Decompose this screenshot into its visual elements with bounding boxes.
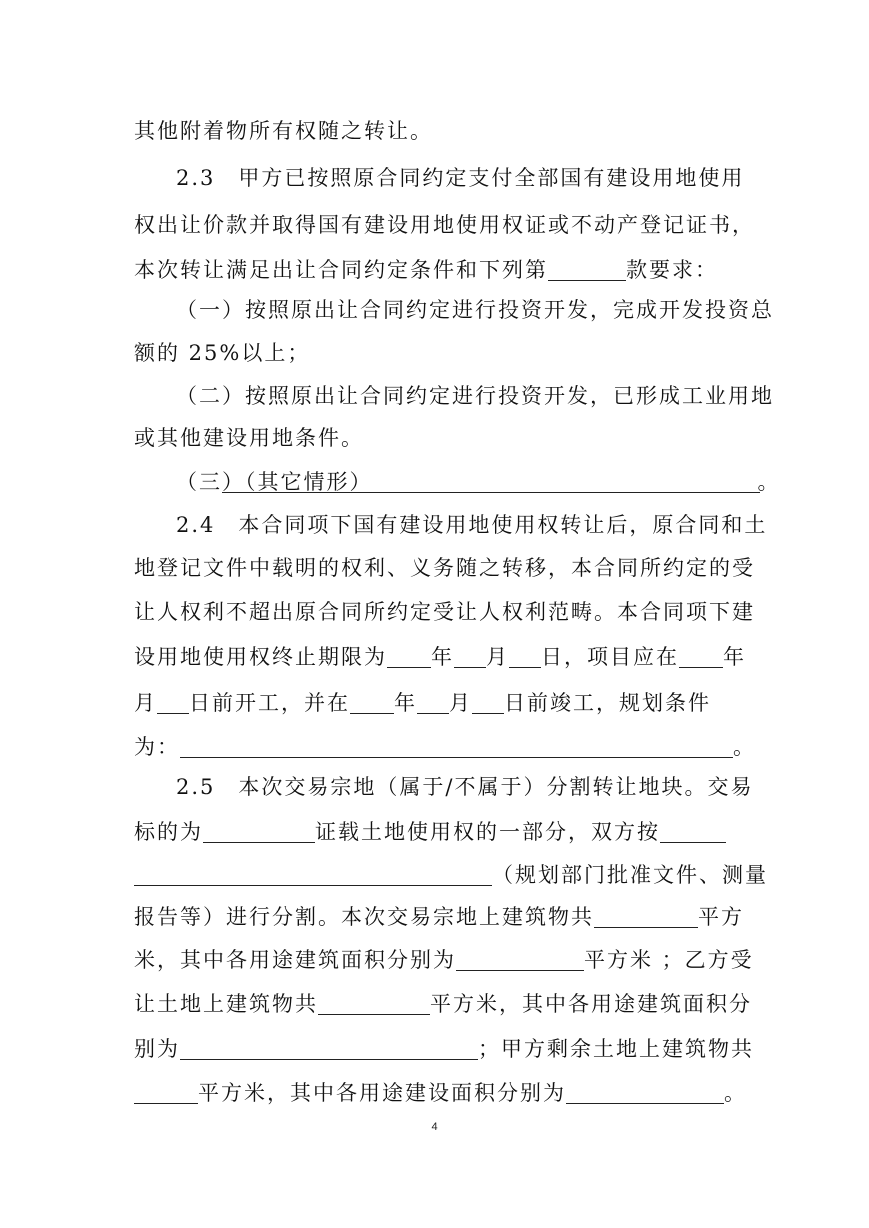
text-line: 额的 25%以上； [134, 341, 311, 365]
text-segment: 。 [733, 735, 756, 759]
text-line: 或其他建设用地条件。 [134, 426, 364, 450]
clause-2-5-heading: 2.5 本次交易宗地（属于/不属于）分割转让地块。交易 [176, 775, 754, 799]
text-segment: 报告等）进行分割。本次交易宗地上建筑物共 [134, 905, 594, 929]
text-line [134, 902, 744, 932]
text-line [134, 1034, 754, 1064]
fill-in-blank[interactable] [509, 645, 541, 668]
fill-in-blank[interactable] [456, 948, 584, 971]
fill-in-blank[interactable] [203, 820, 315, 843]
text-segment: 让土地上建筑物共 [134, 992, 318, 1016]
fill-in-blank[interactable] [417, 691, 449, 714]
underline-rule [222, 492, 760, 493]
text-segment: 日前开工，并在 [189, 691, 350, 715]
option-two: （二）按照原出让合同约定进行投资开发，已形成工业用地 [176, 384, 774, 408]
fill-in-blank[interactable] [180, 1037, 478, 1060]
text-segment: 为： [134, 735, 180, 759]
text-segment: 平方 [698, 905, 744, 929]
fill-in-blank[interactable] [318, 992, 430, 1015]
text-line [134, 255, 718, 285]
text-line [134, 732, 756, 762]
fill-in-blank[interactable] [157, 691, 189, 714]
page-number: 4 [431, 1121, 438, 1133]
text-segment: 日，项目应在 [541, 645, 679, 669]
text-segment: 月 [486, 645, 509, 669]
text-line [134, 688, 711, 718]
text-line [134, 860, 768, 890]
text-segment: 。 [757, 470, 781, 494]
text-segment: 月 [134, 691, 157, 715]
text-segment: 日前竣工，规划条件 [504, 691, 711, 715]
fill-in-blank[interactable] [566, 1081, 724, 1104]
fill-in-blank[interactable] [134, 863, 492, 886]
text-segment: 标的为 [134, 820, 203, 844]
text-segment: （三）（其它情形） [176, 470, 373, 494]
text-segment: 平方米 ；乙方受 [584, 948, 754, 972]
fill-in-blank[interactable] [660, 820, 726, 843]
clause-2-4-heading: 2.4 本合同项下国有建设用地使用权转让后，原合同和土 [176, 513, 768, 537]
text-segment: 年 [394, 691, 417, 715]
text-segment: 平方米，其中各用途建设面积分别为 [198, 1081, 566, 1105]
fill-in-blank[interactable] [548, 258, 626, 281]
text-segment: 年 [723, 645, 746, 669]
text-segment: ；甲方剩余土地上建筑物共 [478, 1037, 754, 1061]
fill-in-blank[interactable] [180, 735, 733, 758]
text-line: 权出让价款并取得国有建设用地使用权证或不动产登记证书， [134, 213, 755, 237]
fill-in-blank[interactable] [679, 645, 723, 668]
text-segment: 平方米，其中各用途建筑面积分 [430, 992, 752, 1016]
text-segment: （规划部门批准文件、测量 [492, 863, 768, 887]
fill-in-blank[interactable] [594, 905, 698, 928]
text-line: 让人权利不超出原合同所约定受让人权利范畴。本合同项下建 [134, 600, 755, 624]
fill-in-blank[interactable] [134, 1081, 198, 1104]
text-segment: 月 [449, 691, 472, 715]
fill-in-blank[interactable] [350, 691, 394, 714]
text-line [134, 989, 752, 1019]
fill-in-blank[interactable] [373, 471, 758, 493]
fill-in-blank[interactable] [472, 691, 504, 714]
text-segment: 。 [724, 1081, 747, 1105]
fill-in-blank[interactable] [387, 645, 431, 668]
text-segment: 年 [431, 645, 454, 669]
text-line [134, 1078, 747, 1108]
clause-2-3-heading: 2.3 甲方已按照原合同约定支付全部国有建设用地使用 [176, 166, 745, 190]
text-segment: 别为 [134, 1037, 180, 1061]
text-line [134, 642, 746, 672]
option-one: （一）按照原出让合同约定进行投资开发，完成开发投资总 [176, 298, 774, 322]
fill-in-blank[interactable] [454, 645, 486, 668]
text-line: 其他附着物所有权随之转让。 [134, 119, 433, 143]
text-segment: 款要求： [626, 258, 718, 282]
text-line [134, 817, 726, 847]
text-segment: 米，其中各用途建筑面积分别为 [134, 948, 456, 972]
text-segment: 证载土地使用权的一部分，双方按 [315, 820, 660, 844]
text-segment: 设用地使用权终止期限为 [134, 645, 387, 669]
text-line [134, 945, 754, 975]
text-line: 地登记文件中载明的权利、义务随之转移，本合同所约定的受 [134, 556, 755, 580]
text-segment: 本次转让满足出让合同约定条件和下列第 [134, 258, 548, 282]
